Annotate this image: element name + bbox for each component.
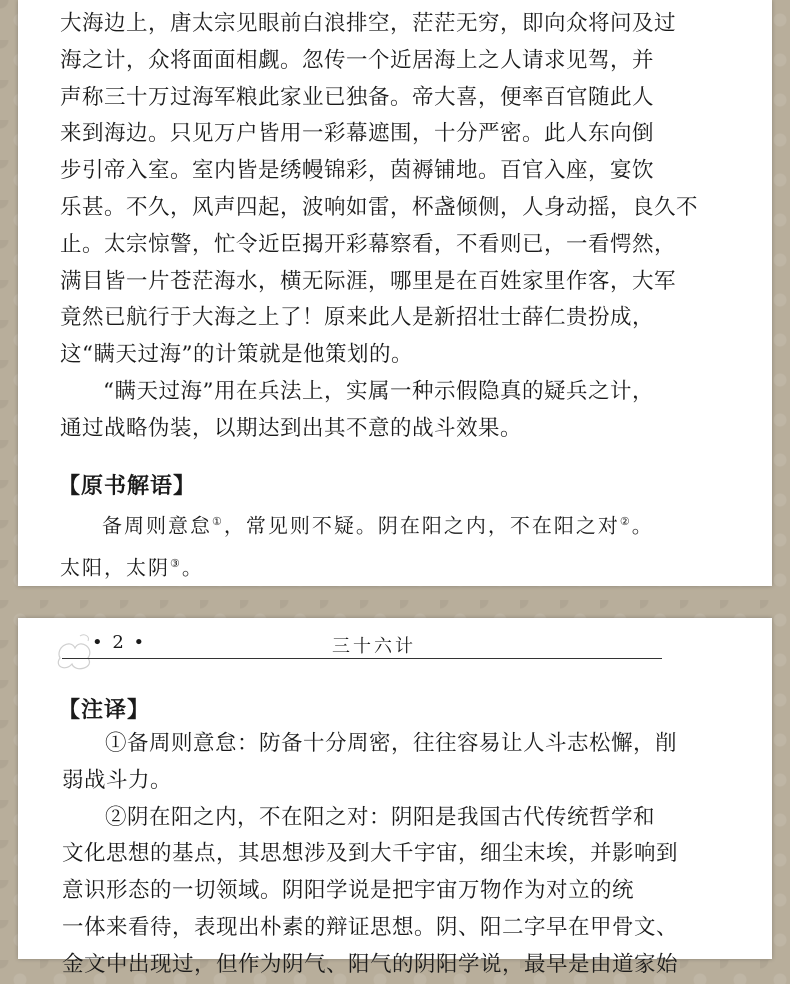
text-line: 海之计，众将面面相觑。忽传一个近居海上之人请求见驾，并 (60, 47, 655, 73)
page-number: • 2 • (92, 632, 147, 653)
upper-body-text (60, 6, 700, 448)
text-line: 声称三十万过海军粮此家业已独备。帝大喜，便率百官随此人 (60, 84, 655, 110)
footnote-marker: ③ (170, 556, 182, 570)
text-line: “瞒天过海”用在兵法上，实属一种示假隐真的疑兵之计， (103, 378, 654, 404)
text-line: ②阴在阳之内，不在阳之对：阴阳是我国古代传统哲学和 (105, 804, 656, 830)
text-line: 来到海边。只见万户皆用一彩幕遮围，十分严密。此人东向倒 (60, 121, 655, 147)
text-line: 一体来看待，表现出朴素的辩证思想。阴、阳二字早在甲骨文、 (62, 914, 679, 940)
original-text-quote (60, 503, 654, 586)
quote-segment: ，常见则不疑。阴在阳之内，不在阳之对 (223, 513, 620, 538)
text-line: 乐甚。不久，风声四起，波响如雷，杯盏倾侧，人身动摇，良久不 (60, 194, 699, 220)
quote-line (60, 545, 654, 587)
quote-segment: 备周则意怠 (102, 513, 212, 538)
running-header (62, 632, 662, 659)
quote-segment: 。 (631, 513, 654, 538)
section-heading-notes: 【注译】 (58, 697, 151, 723)
text-line: 步引帝入室。室内皆是绣幔锦彩，茵褥铺地。百官入座，宴饮 (60, 158, 655, 184)
text-line: 通过战略伪装，以期达到出其不意的战斗效果。 (60, 415, 523, 441)
text-line: 这“瞒天过海”的计策就是他策划的。 (60, 342, 413, 368)
text-line: 满目皆一片苍茫海水，横无际涯，哪里是在百姓家里作客，大军 (60, 268, 677, 294)
footnote-marker: ② (619, 515, 632, 528)
text-line: 弱战斗力。 (62, 767, 173, 793)
note-paragraph (62, 800, 702, 984)
text-line: 大海边上，唐太宗见眼前白浪排空，茫茫无穷，即向众将问及过 (60, 11, 677, 36)
book-title: 三十六计 (332, 636, 416, 657)
quote-line (60, 503, 654, 545)
quote-segment: 。 (181, 555, 204, 580)
section-heading-original-text: 【原书解语】 (58, 473, 197, 499)
footnote-marker: ① (212, 515, 224, 528)
text-line: 金文中出现过，但作为阴气、阳气的阴阳学说，最早是由道家始 (62, 951, 679, 977)
text-line: 止。太宗惊警，忙令近臣揭开彩幕察看，不看则已，一看愕然， (60, 231, 677, 257)
text-line: 文化思想的基点，其思想涉及到大千宇宙，细尘末埃，并影响到 (62, 841, 679, 867)
text-line: 意识形态的一切领域。阴阳学说是把宇宙万物作为对立的统 (62, 878, 635, 904)
quote-segment: 太阳，太阴 (60, 555, 170, 580)
story-paragraph (60, 6, 700, 374)
note-paragraph (62, 726, 702, 800)
lower-body-text (62, 726, 702, 984)
summary-paragraph (60, 374, 700, 448)
text-line: 竟然已航行于大海之上了！原来此人是新招壮士薛仁贵扮成， (60, 305, 655, 331)
text-line: ①备周则意怠：防备十分周密，往往容易让人斗志松懈，削 (105, 731, 678, 756)
